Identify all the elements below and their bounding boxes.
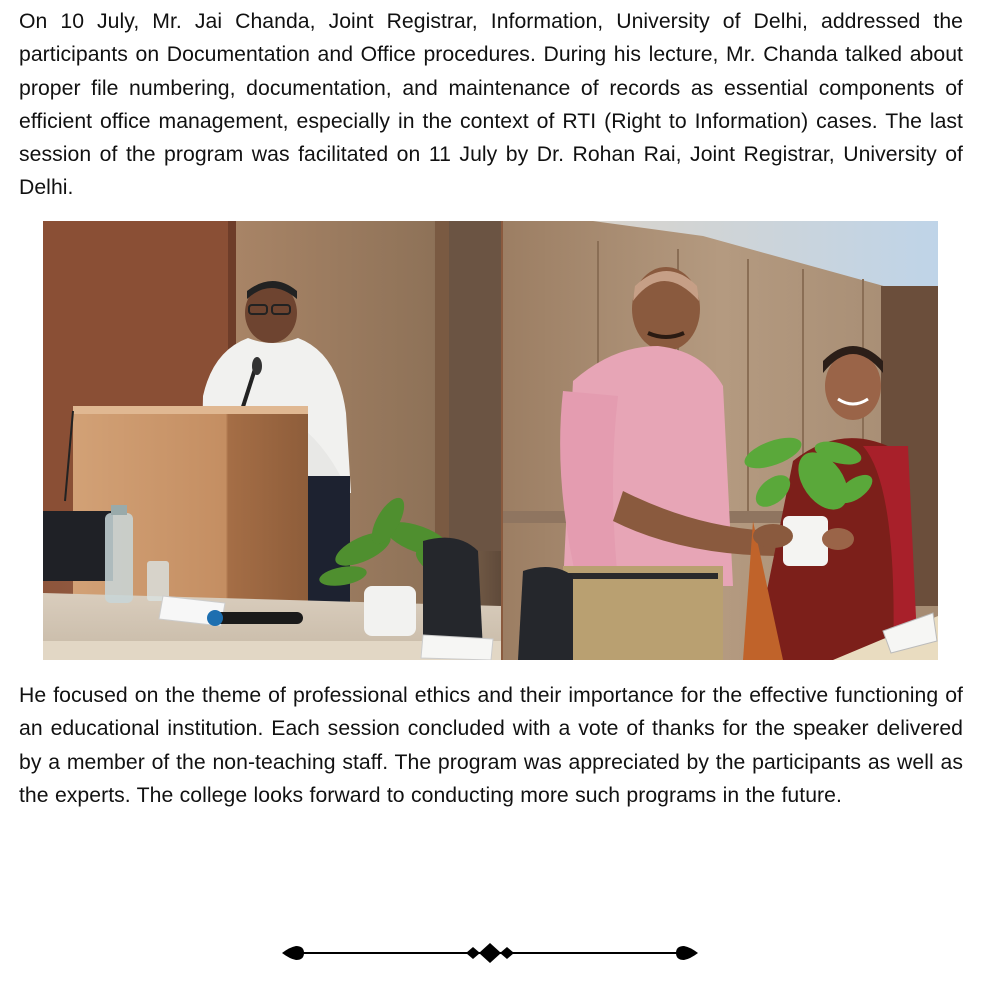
ornament-divider-icon xyxy=(280,938,700,968)
photo-plant-presentation xyxy=(503,221,938,660)
photo-speaker-at-podium xyxy=(43,221,501,660)
podium-scene-illustration xyxy=(43,221,501,660)
presentation-scene-illustration xyxy=(503,221,938,660)
ornamental-divider xyxy=(280,938,700,968)
paragraph-conclusion: He focused on the theme of professional ethics and their importance for the effective functioning of an educational institution. Each session concluded with a vote of thanks for the speaker delivered by a member of the non-teaching staff. The program was appreciated by the participants as well as the experts. The college looks forward to conducting more such programs in the future. xyxy=(19,684,963,807)
event-photo-collage xyxy=(43,221,938,660)
paragraph-intro: On 10 July, Mr. Jai Chanda, Joint Registrar, Information, University of Delhi, addressed the participants on Documentation and Office procedures. During his lecture, Mr. Chanda talked about proper file numbering, documentation, and maintenance of records as essential components of efficient office management, especially in the context of RTI (Right to Information) cases. The last session of the program was facilitated on 11 July by Dr. Rohan Rai, Joint Registrar, University of Delhi. xyxy=(19,10,963,200)
